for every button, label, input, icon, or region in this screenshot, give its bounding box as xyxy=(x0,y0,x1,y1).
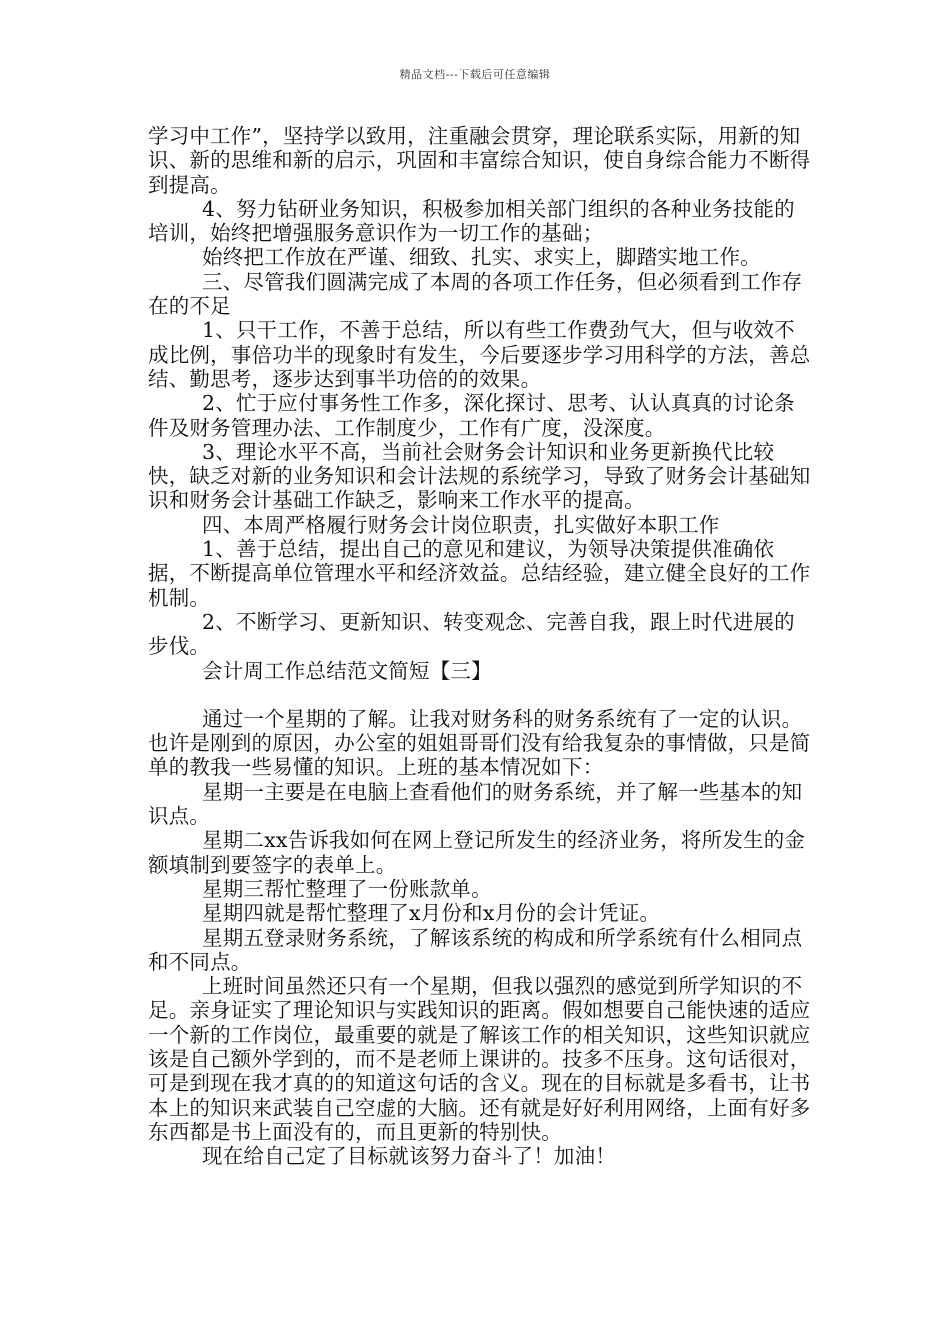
paragraph: 三、尽管我们圆满完成了本周的各项工作任务，但必须看到工作存在的不足 xyxy=(148,269,803,319)
paragraph: 四、本周严格履行财务会计岗位职责，扎实做好本职工作 xyxy=(202,512,720,537)
paragraph: 现在给自己定了目标就该努力奋斗了！加油！ xyxy=(202,1144,616,1169)
paragraph: 星期五登录财务系统，了解该系统的构成和所学系统有什么相同点和不同点。 xyxy=(148,925,803,974)
paragraph: 上班时间虽然还只有一个星期，但我以强烈的感觉到所学知识的不足。亲身证实了理论知识与实践知识的距离。假如想要自己能快速的适应一个新的工作岗位，最重要的就是了解该工作的相关知识，这些知识就应该是自己额外学到的，而不是老师上课讲的。技多不压身。这句话很对，可是到现在我才真的的知道这句话的含义。现在的目标就是多看书，让书本上的知识来武装自己空虚的大脑。还有就是好好利用网络，上面有好多东西都是书上面没有的，而且更新的特别快。 xyxy=(148,974,811,1144)
paragraph: 星期四就是帮忙整理了x月份和x月份的会计凭证。 xyxy=(202,901,661,926)
paragraph: 3、理论水平不高，当前社会财务会计知识和业务更新换代比较快，缺乏对新的业务知识和会计法规的系统学习，导致了财务会计基础知识和财务会计基础工作缺乏，影响来工作水平的提高。 xyxy=(148,439,811,513)
paragraph: 星期二xx告诉我如何在网上登记所发生的经济业务，将所发生的金额填制到要签字的表单上。 xyxy=(148,828,806,877)
paragraph: 通过一个星期的了解。让我对财务科的财务系统有了一定的认识。也许是刚到的原因，办公室的姐姐哥哥们没有给我复杂的事情做，只是简单的教我一些易懂的知识。上班的基本情况如下： xyxy=(148,706,811,780)
paragraph: 2、忙于应付事务性工作多，深化探讨、思考、认认真真的讨论条件及财务管理办法、工作制度少，工作有广度，没深度。 xyxy=(148,391,795,440)
paragraph: 学习中工作”，坚持学以致用，注重融会贯穿，理论联系实际，用新的知识、新的思维和新的启示，巩固和丰富综合知识，使自身综合能力不断得到提高。 xyxy=(148,124,811,197)
paragraph: 星期三帮忙整理了一份账款单。 xyxy=(202,876,492,901)
paragraph: 始终把工作放在严谨、细致、扎实、求实上，脚踏实地工作。 xyxy=(202,245,761,270)
paragraph-gap xyxy=(148,683,812,707)
paragraph: 会计周工作总结范文简短【三】 xyxy=(202,658,492,683)
paragraph: 4、努力钻研业务知识，积极参加相关部门组织的各种业务技能的培训，始终把增强服务意识作为一切工作的基础； xyxy=(148,196,795,246)
page-header: 精品文档---下载后可任意编辑 xyxy=(399,68,551,81)
paragraph: 2、不断学习、更新知识、转变观念、完善自我，跟上时代进展的步伐。 xyxy=(148,609,795,659)
paragraph: 星期一主要是在电脑上查看他们的财务系统，并了解一些基本的知识点。 xyxy=(148,779,803,829)
paragraph: 1、善于总结，提出自己的意见和建议，为领导决策提供准确依据，不断提高单位管理水平和经济效益。总结经验，建立健全良好的工作机制。 xyxy=(148,537,811,610)
document-body xyxy=(148,124,812,1168)
paragraph: 1、只干工作，不善于总结，所以有些工作费劲气大，但与收效不成比例，事倍功半的现象时有发生，今后要逐步学习用科学的方法，善总结、勤思考，逐步达到事半功倍的的效果。 xyxy=(148,318,811,391)
